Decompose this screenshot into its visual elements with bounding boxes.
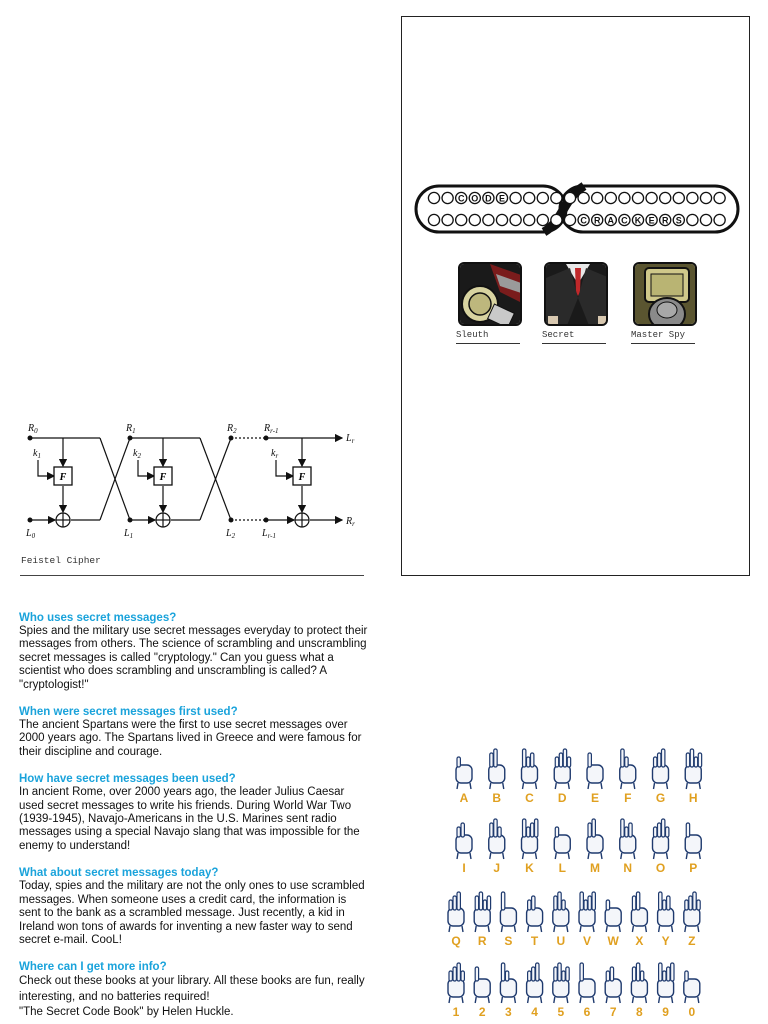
sign-letter: 5 bbox=[557, 1005, 565, 1019]
sign-hand-d bbox=[554, 749, 570, 805]
svg-text:Rr: $R_r$ bbox=[346, 516, 355, 528]
sign-hand-b bbox=[489, 749, 505, 805]
character-sleuth[interactable] bbox=[456, 262, 524, 344]
f-function-box-r bbox=[293, 467, 311, 485]
sign-letter: 4 bbox=[531, 1005, 538, 1019]
sign-hand-o bbox=[653, 819, 669, 875]
sleuth-image bbox=[458, 262, 522, 326]
faq-question: When were secret messages first used? bbox=[19, 706, 238, 719]
sign-letter: 6 bbox=[583, 1005, 591, 1019]
logo-letter: K bbox=[634, 215, 642, 226]
faq-answer: Check out these books at your library. All these books are fun, really interesting, and no batteries required! bbox=[19, 975, 365, 1003]
character-row bbox=[402, 262, 751, 342]
sign-letter: Q bbox=[451, 934, 461, 948]
sign-hand-x bbox=[631, 892, 647, 948]
code-crackers-panel bbox=[401, 16, 750, 576]
sign-hand-3 bbox=[500, 963, 516, 1019]
logo-letter: E bbox=[498, 193, 506, 204]
sign-letter: P bbox=[689, 861, 698, 875]
sign-letter: 1 bbox=[452, 1005, 460, 1019]
sign-letter: O bbox=[655, 861, 666, 875]
faq-column bbox=[19, 611, 369, 1024]
svg-text:Lr-1: $L_{r-1}$ bbox=[262, 528, 276, 540]
logo-letter: C bbox=[457, 193, 465, 204]
sign-hand-7 bbox=[605, 967, 621, 1019]
svg-text:F: F bbox=[59, 472, 67, 483]
sign-hand-0 bbox=[684, 971, 700, 1019]
sign-letter: A bbox=[459, 791, 469, 805]
character-master-spy[interactable] bbox=[631, 262, 699, 344]
sign-hand-c bbox=[522, 749, 538, 805]
sign-hand-r bbox=[474, 892, 490, 948]
logo-letter: S bbox=[675, 215, 682, 226]
sign-language-alphabet bbox=[440, 745, 715, 1024]
faq-answer: Spies and the military use secret messages everyday to protect their messages from others. The science of scrambling and unscrambling secret messages is called "cryptology." Can you guess what a scientist who does scrambling and unscrambling is called? A "cryptologist!" bbox=[19, 625, 368, 691]
character-secret[interactable] bbox=[542, 262, 610, 344]
sign-letter: N bbox=[623, 861, 633, 875]
sign-hand-4 bbox=[527, 963, 543, 1019]
sign-hand-k bbox=[522, 819, 538, 875]
sign-hand-j bbox=[489, 819, 505, 875]
sign-letter: 9 bbox=[662, 1005, 669, 1019]
logo-letter: R bbox=[593, 215, 601, 226]
sign-hand-v bbox=[579, 892, 595, 948]
sign-letter: H bbox=[688, 791, 698, 805]
f-function-box-2 bbox=[154, 467, 172, 485]
svg-text:F: F bbox=[298, 472, 306, 483]
sign-letter: Y bbox=[661, 934, 670, 948]
character-label: Master Spy bbox=[631, 328, 695, 344]
sign-hand-m bbox=[587, 819, 603, 875]
sign-letter: 7 bbox=[609, 1005, 617, 1019]
svg-text:L1: $L_1$ bbox=[124, 528, 134, 540]
sign-hand-g bbox=[653, 749, 669, 805]
sign-hand-t bbox=[527, 896, 543, 948]
sign-hand-1 bbox=[448, 963, 464, 1019]
sign-hand-8 bbox=[631, 963, 647, 1019]
sign-hand-q bbox=[448, 892, 464, 948]
sign-hand-e bbox=[587, 753, 603, 805]
sign-letter: V bbox=[582, 934, 592, 948]
character-label: Sleuth bbox=[456, 328, 520, 344]
sign-letter: J bbox=[493, 861, 501, 875]
sign-letter: R bbox=[477, 934, 487, 948]
faq-answer: Today, spies and the military are not the only ones to use scrambled messages. When someone uses a credit card, the information is sent to the bank as a scrambled message. Just recently, a kid in Ireland won tons of awards for inventing a new faster way to send secret e-mail. CooL! bbox=[19, 880, 365, 946]
master-spy-image bbox=[633, 262, 697, 326]
faq-section bbox=[19, 960, 369, 1021]
sign-letter: 3 bbox=[505, 1005, 512, 1019]
sign-hand-n bbox=[620, 819, 636, 875]
feistel-cipher-diagram bbox=[20, 418, 365, 558]
sign-letter: U bbox=[556, 934, 566, 948]
sign-letter: D bbox=[557, 791, 567, 805]
sign-hand-p bbox=[685, 823, 701, 875]
svg-text:F: F bbox=[159, 472, 167, 483]
svg-text:Rr-1: $R_{r-1}$ bbox=[264, 423, 279, 435]
svg-text:k2: $k_2$ bbox=[133, 448, 141, 460]
sign-hand-6 bbox=[579, 963, 595, 1019]
sign-letter: G bbox=[655, 791, 666, 805]
sign-letter: C bbox=[525, 791, 534, 805]
sign-letter: I bbox=[462, 861, 466, 875]
faq-question: How have secret messages been used? bbox=[19, 773, 236, 786]
sign-letter: S bbox=[504, 934, 513, 948]
sign-hand-f bbox=[620, 749, 636, 805]
sign-hand-s bbox=[500, 892, 516, 948]
divider bbox=[20, 575, 364, 576]
sign-hand-y bbox=[658, 892, 674, 948]
sign-hand-z bbox=[684, 892, 700, 948]
sign-hand-h bbox=[685, 749, 701, 805]
svg-text:k1: $k_1$ bbox=[33, 448, 41, 460]
faq-question: Who uses secret messages? bbox=[19, 612, 177, 624]
sign-hand-2 bbox=[474, 967, 490, 1019]
logo-letter: C bbox=[580, 215, 587, 226]
faq-answer: The ancient Spartans were the first to use secret messages over 2000 years ago. The Spartans lived in Greece and were famous for their discipline and courage. bbox=[19, 719, 362, 758]
faq-question: What about secret messages today? bbox=[19, 867, 219, 880]
sign-hand-i bbox=[456, 823, 472, 875]
sign-letter: 8 bbox=[636, 1005, 643, 1019]
svg-text:R0: $R_0$ bbox=[28, 423, 38, 435]
faq-question: Where can I get more info? bbox=[19, 961, 167, 974]
sign-letter: B bbox=[492, 791, 502, 805]
sign-letter: T bbox=[530, 934, 539, 948]
sign-letter: E bbox=[590, 791, 600, 805]
svg-text:R1: $R_1$ bbox=[126, 423, 136, 435]
sign-letter: Z bbox=[688, 934, 696, 948]
sign-letter: L bbox=[558, 861, 566, 875]
logo-letter: C bbox=[621, 215, 628, 226]
code-crackers-logo bbox=[414, 180, 742, 240]
faq-section bbox=[19, 866, 369, 947]
sign-hand-u bbox=[553, 892, 569, 948]
svg-text:L0: $L_0$ bbox=[26, 528, 36, 540]
svg-text:kr: $k_r$ bbox=[271, 448, 279, 460]
svg-text:L2: $L_2$ bbox=[226, 528, 236, 540]
sign-hand-w bbox=[605, 900, 621, 948]
faq-section bbox=[19, 705, 369, 759]
sign-letter: 0 bbox=[688, 1005, 696, 1019]
sign-letter: M bbox=[590, 861, 600, 875]
faq-answer: In ancient Rome, over 2000 years ago, the leader Julius Caesar used secret messages to write his friends. During World War Two (1939-1945), Navajo-Americans in the U.S. Marines sent radio messages using a special Navajo slang that was impossible for the enemy to understand! bbox=[19, 786, 360, 852]
svg-text:R2: $R_2$ bbox=[227, 423, 237, 435]
sign-letter: 2 bbox=[478, 1005, 486, 1019]
f-function-box-1 bbox=[54, 467, 72, 485]
logo-letter: A bbox=[607, 215, 615, 226]
faq-section bbox=[19, 611, 369, 692]
faq-section bbox=[19, 772, 369, 853]
logo-letter: O bbox=[471, 193, 479, 204]
sign-hand-a bbox=[456, 757, 472, 805]
logo-letter: R bbox=[661, 215, 669, 226]
sign-hand-9 bbox=[658, 963, 674, 1019]
logo-letter: D bbox=[485, 193, 492, 204]
sign-letter: W bbox=[607, 934, 619, 948]
figure-caption: Feistel Cipher bbox=[21, 555, 101, 566]
svg-text:Lr: $L_r$ bbox=[346, 433, 355, 445]
sign-letter: K bbox=[525, 861, 534, 875]
sign-hand-l bbox=[554, 827, 570, 875]
sign-letter: X bbox=[635, 934, 644, 948]
secret-agent-image bbox=[544, 262, 608, 326]
book-title: "The Secret Code Book" by Helen Huckle. bbox=[19, 1006, 234, 1019]
logo-letter: E bbox=[648, 215, 655, 226]
sign-letter: F bbox=[624, 791, 632, 805]
character-label: Secret bbox=[542, 328, 606, 344]
sign-hand-5 bbox=[553, 963, 569, 1019]
